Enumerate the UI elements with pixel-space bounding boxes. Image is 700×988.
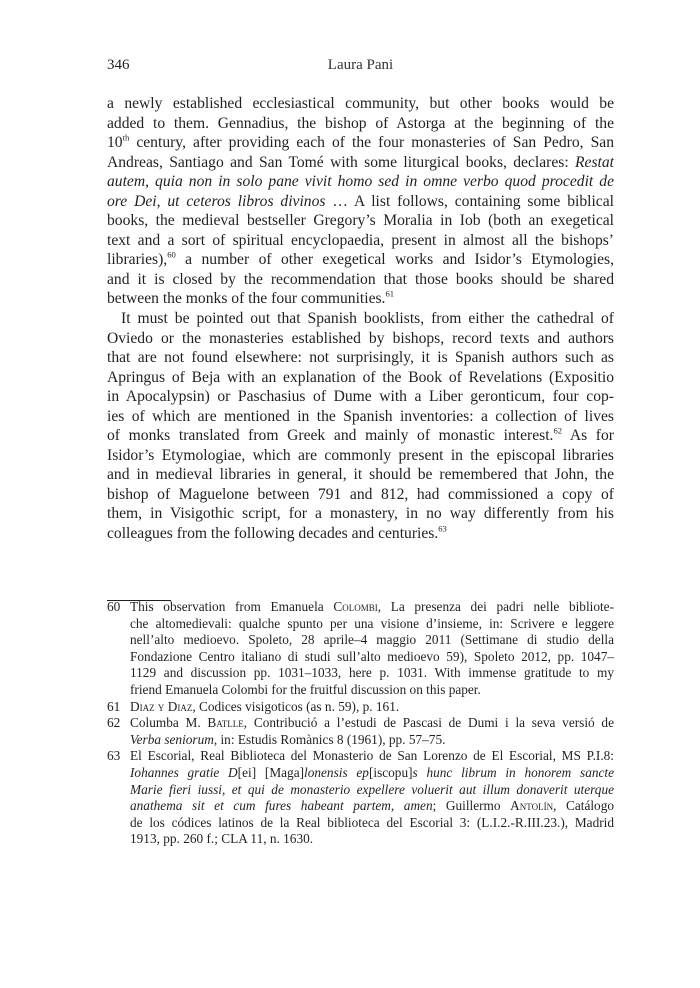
text-run: … A list follows, containing some biblical bbox=[325, 192, 614, 210]
text-run: ies of which are mentioned in the Spanish inventories: a collection of lives bbox=[107, 407, 614, 425]
italic-text: anathema sit et cum fures habeant partem, amen bbox=[130, 798, 433, 814]
text-run: a newly established ecclesiastical community, but other books would be bbox=[107, 95, 614, 112]
text-run: added to them. Gennadius, the bishop of Astorga at the beginning of the bbox=[107, 114, 614, 132]
text-run: a number of other exegetical works and Isidor’s Etymologies, bbox=[175, 251, 614, 269]
footnote-line bbox=[130, 732, 614, 749]
text-run: Oviedo or the monasteries established by bishops, record texts and authors bbox=[107, 329, 614, 347]
footnote bbox=[107, 599, 614, 699]
text-run: , Catálogo bbox=[553, 798, 614, 814]
footnote-number: 61 bbox=[107, 698, 121, 714]
text-run: of monks translated from Greek and mainly of monastic interest. bbox=[107, 427, 554, 445]
text-run: nell’alto medioevo. Spoleto, 28 aprile–4 maggio 2011 (Settimane di studio della bbox=[130, 632, 614, 648]
text-line bbox=[107, 114, 614, 134]
text-line bbox=[107, 524, 614, 544]
text-run: ; Guillermo bbox=[432, 798, 511, 814]
text-run: As for bbox=[562, 427, 614, 445]
text-run: and in medieval libraries in general, it should be remembered that John, the bbox=[107, 466, 614, 484]
footnote-line bbox=[130, 616, 614, 633]
text-run: che altomedievali: qualche spunto per una visione d’insieme, in: Scrivere e leggere bbox=[130, 615, 614, 631]
italic-text: lonensis ep bbox=[304, 764, 369, 780]
text-line bbox=[107, 426, 614, 446]
footnote-number: 62 bbox=[107, 715, 121, 731]
page-number: 346 bbox=[107, 57, 130, 73]
text-line bbox=[107, 446, 614, 466]
text-line bbox=[107, 250, 614, 270]
text-run: 10 bbox=[107, 134, 123, 152]
text-run: 1913, pp. 260 f.; CLA 11, n. 1630. bbox=[130, 831, 314, 847]
italic-text: Restat bbox=[575, 153, 614, 171]
paragraph bbox=[107, 309, 614, 544]
text-run: This observation from Emanuela bbox=[130, 599, 334, 614]
text-line bbox=[107, 192, 614, 212]
italic-text: autem, quia non in solo pane vivit homo sed in omne verbo quod procedit de bbox=[107, 173, 614, 191]
footnote-line bbox=[130, 649, 614, 666]
text-line bbox=[107, 270, 614, 290]
footnote-line bbox=[130, 682, 614, 699]
text-line bbox=[107, 153, 614, 173]
footnote-reference: 62 bbox=[553, 425, 563, 436]
text-line bbox=[107, 485, 614, 505]
text-run: and it is closed by the recommendation that those books should be shared bbox=[107, 270, 614, 288]
running-head bbox=[107, 57, 614, 77]
footnote-reference: 63 bbox=[438, 523, 447, 534]
italic-text: ore Dei, ut ceteros libros divinos bbox=[107, 192, 326, 210]
text-run: books, the medieval bestseller Gregory’s Moralia in Iob (both an exegetical bbox=[107, 212, 614, 230]
footnote-line bbox=[130, 815, 614, 832]
text-run: libraries), bbox=[107, 251, 168, 269]
text-line bbox=[107, 387, 614, 407]
footnote-line bbox=[130, 665, 614, 682]
text-line bbox=[107, 329, 614, 349]
footnote-line bbox=[130, 798, 614, 815]
italic-text: Marie fieri iussi, et qui de monasterio expellere voluerit aut illum donaverit uterque bbox=[130, 781, 614, 797]
text-run: between the monks of the four communities. bbox=[107, 290, 386, 308]
footnote-line bbox=[130, 599, 614, 616]
text-line bbox=[107, 211, 614, 231]
text-run: [ei] [Maga] bbox=[237, 764, 305, 780]
body-text bbox=[107, 94, 614, 544]
text-line bbox=[107, 133, 614, 153]
footnote-line bbox=[130, 632, 614, 649]
text-line bbox=[107, 231, 614, 251]
footnote bbox=[107, 748, 614, 848]
footnote-line bbox=[130, 782, 614, 799]
running-title-author: Laura Pani bbox=[327, 57, 394, 73]
small-caps-name: Antolín bbox=[510, 798, 554, 814]
footnotes bbox=[107, 599, 614, 848]
small-caps-name: Colombi bbox=[333, 599, 378, 614]
text-run: , La presenza dei padri nelle bibliote- bbox=[377, 599, 615, 614]
text-run: Fondazione Centro italiano di studi sull’alto medioevo 59), Spoleto 2012, pp. 1047– bbox=[130, 648, 614, 664]
text-line bbox=[107, 465, 614, 485]
footnote-reference: th bbox=[122, 132, 130, 143]
text-line bbox=[107, 289, 614, 309]
footnote-line bbox=[130, 765, 614, 782]
text-run: Isidor’s Etymologiae, which are commonly present in the episcopal libraries bbox=[107, 446, 614, 464]
text-run: bishop of Maguelone between 791 and 812, had commissioned a copy of bbox=[107, 485, 614, 503]
footnote-line bbox=[130, 699, 614, 716]
text-run: colleagues from the following decades and centuries. bbox=[107, 525, 439, 543]
italic-text: s hunc librum in honorem sancte bbox=[412, 764, 614, 780]
small-caps-name: Batlle bbox=[207, 715, 244, 731]
text-run: de los códices latinos de la Real biblioteca del Escorial 3: (L.I.2.-R.III.23.), Madrid bbox=[130, 814, 614, 830]
italic-text: Verba seniorum bbox=[130, 731, 214, 747]
text-run: It must be pointed out that Spanish booklists, from either the cathedral of bbox=[121, 310, 614, 328]
text-line bbox=[107, 309, 614, 329]
footnote-line bbox=[130, 715, 614, 732]
text-run: Apringus of Beja with an explanation of the Book of Revelations (Expositio bbox=[107, 368, 614, 386]
italic-text: Iohannes gratie D bbox=[130, 764, 238, 780]
footnote-line bbox=[130, 748, 614, 765]
text-run: text and a sort of spiritual encyclopaedia, present in almost all the bishops’ bbox=[107, 231, 614, 249]
text-run: Columba M. bbox=[130, 715, 208, 731]
text-run: in Apocalypsin) or Paschasius of Dume with a Liber geronticum, four cop- bbox=[107, 388, 614, 406]
text-run: El Escorial, Real Biblioteca del Monasterio de San Lorenzo de El Escorial, MS P.I.8: bbox=[130, 748, 614, 764]
footnote bbox=[107, 699, 614, 716]
small-caps-name: Diaz y Diaz bbox=[130, 698, 193, 714]
text-line bbox=[107, 172, 614, 192]
text-line bbox=[107, 348, 614, 368]
text-run: them, in Visigothic script, for a monastery, in no way differently from his bbox=[107, 505, 614, 523]
text-line bbox=[107, 504, 614, 524]
text-line bbox=[107, 94, 614, 114]
text-run: Andreas, Santiago and San Tomé with some liturgical books, declares: bbox=[107, 153, 576, 171]
text-run: , in: Estudis Romànics 8 (1961), pp. 57–75. bbox=[213, 731, 446, 747]
paragraph bbox=[107, 94, 614, 309]
text-run: , Codices visigoticos (as n. 59), p. 161. bbox=[192, 698, 400, 714]
footnote-line bbox=[130, 831, 614, 848]
text-run: , Contribució a l’estudi de Pascasi de Dumi i la seva versió de bbox=[243, 715, 614, 731]
text-run: 1129 and discussion pp. 1031–1033, here p. 1031. With immense gratitude to my bbox=[130, 665, 614, 681]
footnote bbox=[107, 715, 614, 748]
footnote-reference: 60 bbox=[167, 249, 176, 260]
text-run: that are not found elsewhere: not surprisingly, it is Spanish authors such as bbox=[107, 349, 614, 367]
text-run: century, after providing each of the four monasteries of San Pedro, San bbox=[129, 134, 614, 152]
text-line bbox=[107, 368, 614, 388]
text-run: [iscopu] bbox=[368, 764, 413, 780]
footnote-number: 63 bbox=[107, 748, 121, 764]
footnote-reference: 61 bbox=[385, 289, 395, 300]
text-line bbox=[107, 407, 614, 427]
text-run: friend Emanuela Colombi for the fruitful discussion on this paper. bbox=[130, 681, 481, 697]
footnote-number: 60 bbox=[107, 599, 121, 614]
